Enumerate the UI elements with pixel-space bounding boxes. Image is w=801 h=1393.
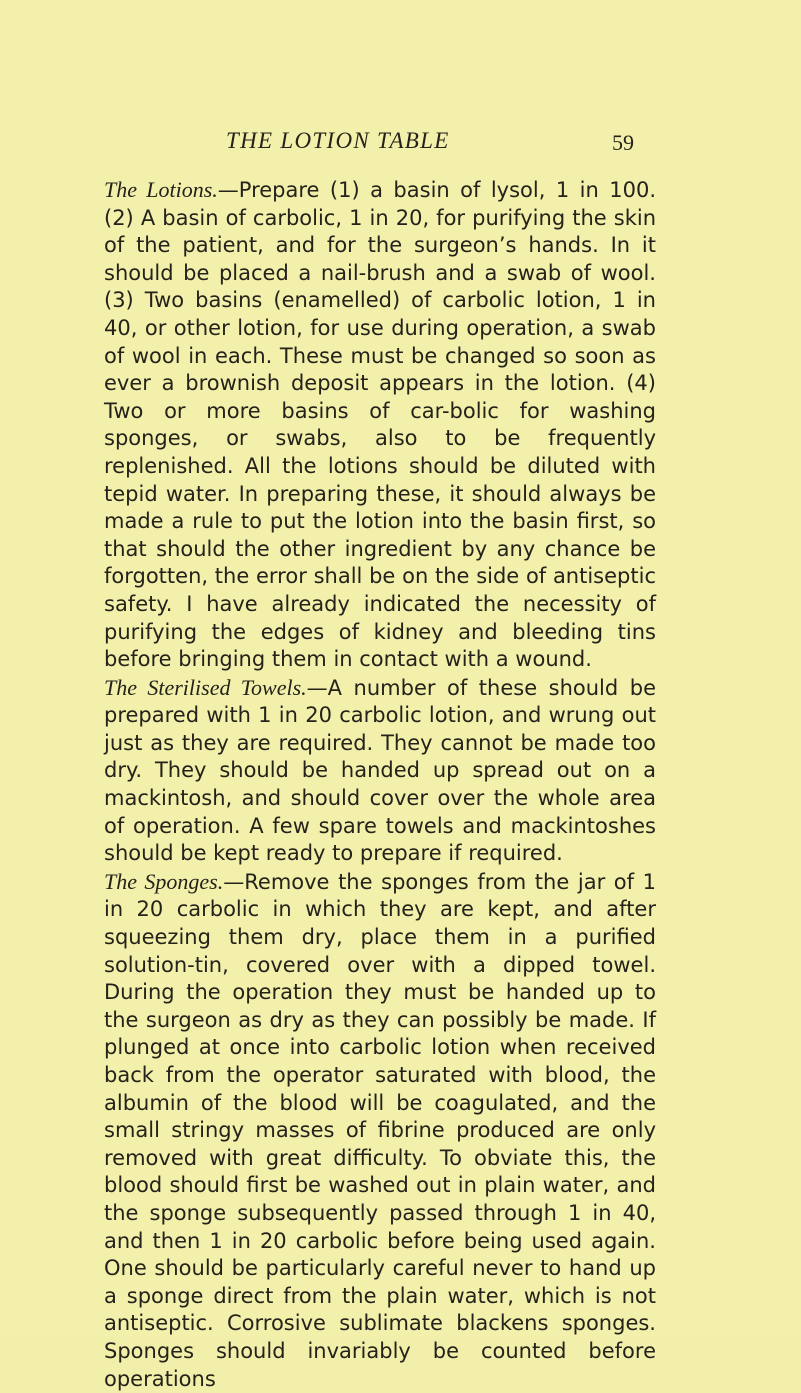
running-head (0, 128, 801, 162)
body-text (104, 176, 656, 1393)
paragraph-text-sponges: —Remove the sponges from the jar of 1 in 20 carbolic in which they are kept, and after squeezing them dry, place them in a purified solution-tin, covered over with a dipped towel. During the operation they must be handed up to the surgeon as dry as they can possibly be made. If plunged at once into carbolic lotion when received back from the operator saturated with blood, the albumin of the blood will be coagulated, and the small stringy masses of fibrine produced are only removed with great difficulty. To obviate this, the blood should first be washed out in plain water, and the sponge subsequently passed through 1 in 40, and then 1 in 20 carbolic before being used again. One should be particularly careful never to hand up a sponge direct from the plain water, which is not antiseptic. Corrosive sublimate blackens sponges. Sponges should invariably be counted before operations (104, 869, 656, 1391)
section-lead-sponges: The Sponges. (104, 868, 224, 894)
paragraph-text-sterilised-towels: —A number of these should be prepared with 1 in 20 carbolic lotion, and wrung out just as they are required. They cannot be made too dry. They should be handed up spread out on a mackintosh, and should cover over the whole area of operation. A few spare towels and mackintoshes should be kept ready to prepare if required. (104, 675, 656, 866)
paragraph-sterilised-towels (104, 674, 656, 868)
section-lead-sterilised-towels: The Sterilised Towels. (104, 674, 307, 700)
paragraph-sponges (104, 868, 656, 1393)
running-title: THE LOTION TABLE (226, 128, 450, 153)
paragraph-lotions (104, 176, 656, 674)
paragraph-text-lotions: —Prepare (1) a basin of lysol, 1 in 100. (2) A basin of carbolic, 1 in 20, for purifying the skin of the patient, and for the surgeon’s hands. In it should be placed a nail-brush and a swab of wool. (3) Two basins (enamelled) of carbolic lotion, 1 in 40, or other lotion, for use during operation, a swab of wool in each. These must be changed so soon as ever a brownish deposit appears in the lotion. (4) Two or more basins of car-bolic for washing sponges, or swabs, also to be frequently replenished. All the lotions should be diluted with tepid water. In preparing these, it should always be made a rule to put the lotion into the basin first, so that should the other ingredient by any chance be forgotten, the error shall be on the side of antiseptic safety. I have already indicated the necessity of purifying the edges of kidney and bleeding tins before bringing them in contact with a wound. (104, 178, 656, 672)
section-lead-lotions: The Lotions. (104, 177, 218, 202)
page-number: 59 (612, 130, 634, 155)
